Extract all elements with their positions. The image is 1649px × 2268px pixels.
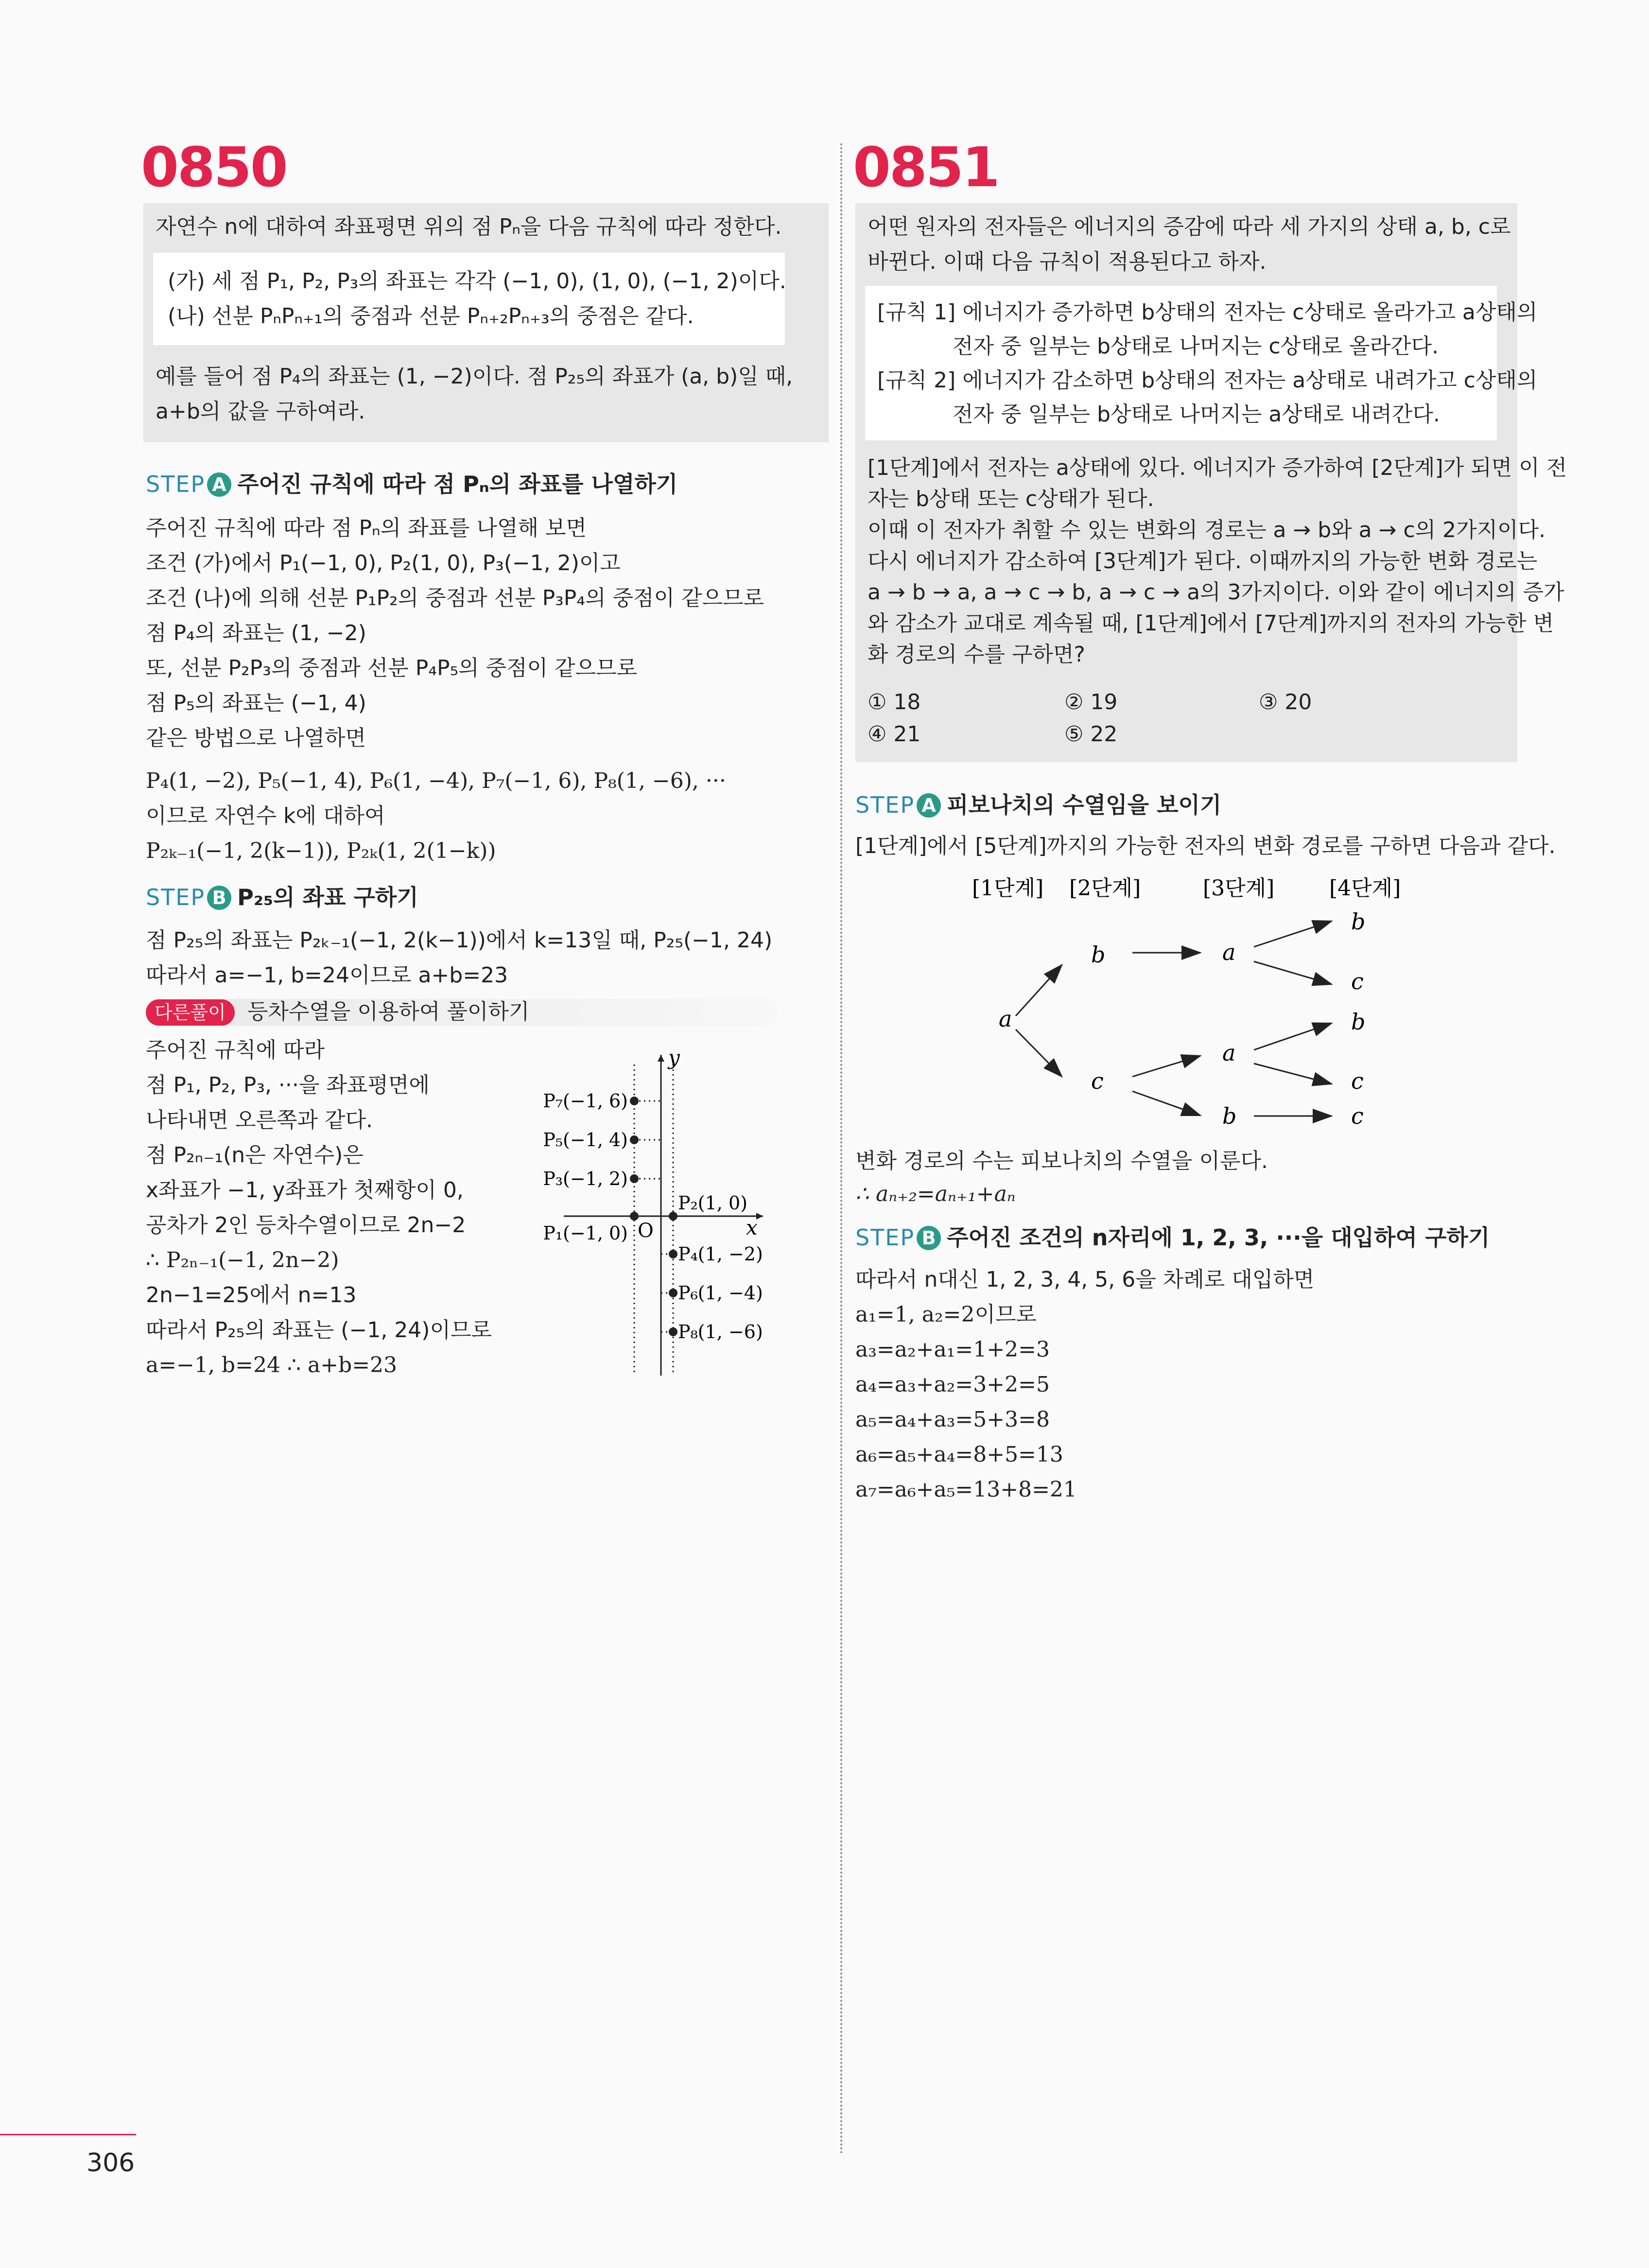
step-a-badge: A xyxy=(207,472,231,497)
label-p6: P₆(1, −4) xyxy=(678,1282,763,1304)
step-b-line-0851: a₆=a₅+a₄=8+5=13 xyxy=(855,1442,1063,1467)
stage-label-1: [1단계] xyxy=(972,876,1044,901)
node-s2-b: b xyxy=(1091,942,1106,968)
alt-line: 점 P₂ₙ₋₁(n은 자연수)은 xyxy=(146,1143,364,1168)
alt-solution-tag: 다른풀이 xyxy=(146,999,235,1026)
problem-body-line: 이때 이 전자가 취할 수 있는 변화의 경로는 a → b와 a → c의 2가지이다. xyxy=(868,518,1546,542)
problem-example-line2: a+b의 값을 구하여라. xyxy=(156,399,365,424)
step-b-line: 점 P₂₅의 좌표는 P₂ₖ₋₁(−1, 2(k−1))에서 k=13일 때, P₂₅(−1, 24) xyxy=(146,928,773,953)
stage-label-4: [4단계] xyxy=(1329,876,1401,901)
problem-number-0851: 0851 xyxy=(853,136,999,199)
label-p4: P₄(1, −2) xyxy=(678,1243,763,1265)
step-a-line: 또, 선분 P₂P₃의 중점과 선분 P₄P₅의 중점이 같으므로 xyxy=(146,656,638,680)
alt-line: 주어진 규칙에 따라 xyxy=(146,1038,325,1063)
problem-intro-line1: 어떤 원자의 전자들은 에너지의 증감에 따라 세 가지의 상태 a, b, c로 xyxy=(868,214,1511,239)
label-p7: P₇(−1, 6) xyxy=(543,1090,628,1112)
x-axis-label: x xyxy=(746,1216,758,1239)
step-b-line-0851: a₄=a₃+a₂=3+2=5 xyxy=(855,1372,1050,1397)
node-s3-a1: a xyxy=(1222,939,1236,965)
point-p2 xyxy=(669,1212,677,1221)
point-p5 xyxy=(630,1135,639,1144)
step-b-line-0851: a₇=a₆+a₅=13+8=21 xyxy=(855,1477,1077,1502)
y-axis-arrow xyxy=(658,1055,664,1062)
step-a-line: 조건 (가)에서 P₁(−1, 0), P₂(1, 0), P₃(−1, 2)이고 xyxy=(146,551,621,576)
point-p8 xyxy=(669,1327,677,1336)
y-axis-label: y xyxy=(668,1046,680,1069)
alt-line: 따라서 P₂₅의 좌표는 (−1, 24)이므로 xyxy=(146,1318,492,1343)
node-s3-a2: a xyxy=(1222,1040,1236,1066)
alt-line: 점 P₁, P₂, P₃, ···을 좌표평면에 xyxy=(146,1073,430,1098)
label-p5: P₅(−1, 4) xyxy=(543,1129,628,1151)
step-b-heading: STEP B P₂₅의 좌표 구하기 xyxy=(146,884,418,910)
alt-line: a=−1, b=24 ∴ a+b=23 xyxy=(146,1353,398,1378)
problem-body-line: 다시 에너지가 감소하여 [3단계]가 된다. 이때까지의 가능한 변화 경로는 xyxy=(868,549,1538,574)
label-p3: P₃(−1, 2) xyxy=(543,1168,628,1189)
footer-rule xyxy=(0,2134,136,2135)
alt-solution-title: 등차수열을 이용하여 풀이하기 xyxy=(247,999,530,1024)
step-a-line: 조건 (나)에 의해 선분 P₁P₂의 중점과 선분 P₃P₄의 중점이 같으므로 xyxy=(146,586,764,611)
rule-2-line1: [규칙 2] 에너지가 감소하면 b상태의 전자는 a상태로 내려가고 c상태의 xyxy=(877,368,1538,393)
step-a-badge: A xyxy=(917,793,941,818)
problem-intro: 자연수 n에 대하여 좌표평면 위의 점 Pₙ을 다음 규칙에 따라 정한다. xyxy=(156,214,782,239)
node-s4-b2: b xyxy=(1351,1009,1366,1035)
rule-ga: (가) 세 점 P₁, P₂, P₃의 좌표는 각각 (−1, 0), (1, 0), (−1, 2)이다. xyxy=(168,269,786,294)
point-p7 xyxy=(630,1097,639,1105)
alt-line: 나타내면 오른쪽과 같다. xyxy=(146,1108,373,1133)
problem-number-0850: 0850 xyxy=(141,136,287,199)
point-p3 xyxy=(630,1174,639,1183)
step-a-line: 점 P₅의 좌표는 (−1, 4) xyxy=(146,691,366,715)
point-p4 xyxy=(669,1250,677,1258)
origin-label: O xyxy=(638,1220,654,1242)
alt-line: 2n−1=25에서 n=13 xyxy=(146,1283,357,1308)
node-s4-c3: c xyxy=(1351,1103,1364,1129)
problem-body-line: 자는 b상태 또는 c상태가 된다. xyxy=(868,487,1154,511)
node-s4-c2: c xyxy=(1351,1068,1364,1094)
node-s1-a: a xyxy=(999,1006,1012,1032)
problem-body-line: a → b → a, a → c → b, a → c → a의 3가지이다. 이와 같이 에너지의 증가 xyxy=(868,580,1564,605)
step-a-line: P₂ₖ₋₁(−1, 2(k−1)), P₂ₖ(1, 2(1−k)) xyxy=(146,838,496,863)
point-p1 xyxy=(630,1212,639,1221)
choice-1[interactable]: ① 18 xyxy=(868,690,921,715)
choice-5[interactable]: ⑤ 22 xyxy=(1064,722,1118,747)
node-s4-b1: b xyxy=(1351,908,1366,935)
fibonacci-recurrence: ∴ aₙ₊₂=aₙ₊₁+aₙ xyxy=(855,1182,1016,1206)
step-a-line: 이므로 자연수 k에 대하여 xyxy=(146,803,385,828)
step-a-line: 같은 방법으로 나열하면 xyxy=(146,726,366,750)
alt-line: 공차가 2인 등차수열이므로 2n−2 xyxy=(146,1213,466,1238)
node-s4-c1: c xyxy=(1351,968,1364,994)
stage-label-2: [2단계] xyxy=(1069,876,1141,901)
step-b-line: 따라서 a=−1, b=24이므로 a+b=23 xyxy=(146,963,508,988)
alt-line: ∴ P₂ₙ₋₁(−1, 2n−2) xyxy=(146,1248,339,1273)
rule-na: (나) 선분 PₙPₙ₊₁의 중점과 선분 Pₙ₊₂Pₙ₊₃의 중점은 같다. xyxy=(168,304,694,329)
problem-body-line: [1단계]에서 전자는 a상태에 있다. 에너지가 증가하여 [2단계]가 되면 이 전 xyxy=(868,455,1567,480)
problem-body-line: 와 감소가 교대로 계속될 때, [1단계]에서 [7단계]까지의 전자의 가능한 변 xyxy=(868,611,1554,636)
point-p6 xyxy=(669,1289,677,1297)
step-a-line: 점 P₄의 좌표는 (1, −2) xyxy=(146,621,366,646)
step-a-line: P₄(1, −2), P₅(−1, 4), P₆(1, −4), P₇(−1, 6), P₈(1, −6), ··· xyxy=(146,768,726,793)
coordinate-graph xyxy=(530,1045,802,1385)
step-b-line-0851: a₅=a₄+a₃=5+3=8 xyxy=(855,1407,1050,1432)
step-b-line-0851: 따라서 n대신 1, 2, 3, 4, 5, 6을 차례로 대입하면 xyxy=(855,1267,1315,1292)
choice-3[interactable]: ③ 20 xyxy=(1259,690,1312,715)
fibonacci-note: 변화 경로의 수는 피보나치의 수열을 이룬다. xyxy=(855,1149,1268,1173)
problem-body-line: 화 경로의 수를 구하면? xyxy=(868,642,1085,667)
choice-2[interactable]: ② 19 xyxy=(1064,690,1118,715)
column-divider xyxy=(840,143,842,2156)
rule-1-line2: 전자 중 일부는 b상태로 나머지는 c상태로 올라간다. xyxy=(953,334,1439,359)
choice-4[interactable]: ④ 21 xyxy=(868,722,921,747)
stage-label-3: [3단계] xyxy=(1203,876,1275,901)
alt-solution-heading xyxy=(146,994,529,1030)
step-b-badge: B xyxy=(917,1226,941,1250)
step-a-line: 주어진 규칙에 따라 점 Pₙ의 좌표를 나열해 보면 xyxy=(146,516,587,541)
step-a-text-0851: [1단계]에서 [5단계]까지의 가능한 전자의 변화 경로를 구하면 다음과 같다. xyxy=(855,834,1556,858)
node-s2-c: c xyxy=(1091,1068,1104,1094)
step-b-line-0851: a₃=a₂+a₁=1+2=3 xyxy=(855,1337,1050,1362)
step-b-heading-0851: STEP B 주어진 조건의 n자리에 1, 2, 3, ···을 대입하여 구하기 xyxy=(855,1224,1490,1251)
step-b-badge: B xyxy=(207,886,231,910)
rule-1-line1: [규칙 1] 에너지가 증가하면 b상태의 전자는 c상태로 올라가고 a상태의 xyxy=(877,300,1538,325)
rule-2-line2: 전자 중 일부는 b상태로 나머지는 a상태로 내려간다. xyxy=(953,402,1440,427)
problem-intro-line2: 바뀐다. 이때 다음 규칙이 적용된다고 하자. xyxy=(868,249,1267,274)
label-p8: P₈(1, −6) xyxy=(678,1321,763,1343)
electron-path-tree xyxy=(967,875,1453,1137)
step-a-heading-0851: STEP A 피보나치의 수열임을 보이기 xyxy=(855,792,1222,818)
node-s3-b: b xyxy=(1222,1103,1237,1129)
page-number: 306 xyxy=(87,2148,135,2178)
label-p1: P₁(−1, 0) xyxy=(543,1222,628,1244)
alt-line: x좌표가 −1, y좌표가 첫째항이 0, xyxy=(146,1178,464,1203)
problem-example-line1: 예를 들어 점 P₄의 좌표는 (1, −2)이다. 점 P₂₅의 좌표가 (a, b)일 때, xyxy=(156,364,793,389)
label-p2: P₂(1, 0) xyxy=(678,1192,747,1214)
step-a-heading: STEP A 주어진 규칙에 따라 점 Pₙ의 좌표를 나열하기 xyxy=(146,471,678,497)
step-b-line-0851: a₁=1, a₂=2이므로 xyxy=(855,1302,1037,1327)
